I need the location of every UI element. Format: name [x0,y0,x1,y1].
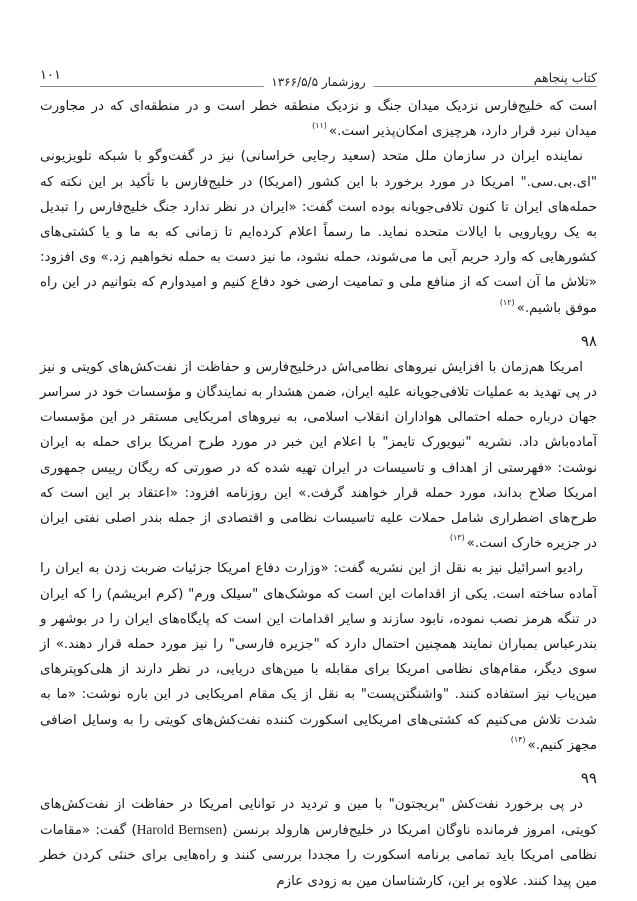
chronicle-date: روزشمار ۱۳۶۶/۵/۵ [263,75,373,89]
footnote-marker[interactable]: (۱۱) [312,121,327,131]
paragraph [40,94,597,144]
paragraph [40,144,597,320]
paragraph [40,792,597,894]
running-header [40,66,597,94]
entry-number: ۹۹ [580,769,597,788]
body-text [40,94,597,894]
paragraph-text: ) گفت: «مقامات نظامی امریکا باید تمامی برنامه اسکورت را مجددا بررسی کنند و راه‌هایی برای خنثی کردن خطر مین پیدا کنند. علاوه بر این، کارشناسان مین به زودی عازم [40,823,597,889]
entry-number: ۹۸ [580,331,597,350]
footnote-marker[interactable]: (۱۳) [449,533,465,543]
book-page [40,66,597,894]
page-number: ۱۰۱ [40,68,61,83]
footnote-marker[interactable]: (۱۲) [499,297,515,307]
book-title: کتاب پنجاهم [533,70,597,85]
paragraph-text: رادیو اسرائیل نیز به نقل از این نشریه گفت: «وزارت دفاع امریکا جزئیات ضربت زدن به ایران را آماده ساخته است. یکی از اقدامات این است که موشک‌های "سیلک ورم" (کرم ابریشم) را که ایران در تنگه هرمز نصب نموده، نابود سازند و سایر اقدامات این است که پایگاه‌های ایران را در بوشهر و بندرعباس بمباران نمایند همچنین احتمال دارد که "جزیره فارسی" را نیز مورد حمله قرار دهند.» از سوی دیگر، مقام‌های نظامی امریکا برای مقابله با مین‌های دریایی، در نظر دارند از هلی‌کوپترهای مین‌یاب نیز استفاده کنند. "واشنگتن‌پست" به نقل از یک مقام امریکایی در این باره نوشت: «ما به شدت تلاش می‌کنیم که کشتی‌های امریکایی اسکورت کننده نفت‌کش‌های کویتی را به وسایل اضافی مجهز کنیم.» [40,561,597,753]
footnote-marker[interactable]: (۱۴) [510,734,526,744]
paragraph [40,556,597,758]
paragraph-text: در پی برخورد نفت‌کش "بریجتون" با مین و تردید در توانایی امریکا در حفاظت از نفت‌کش‌های کویتی، امروز فرمانده ناوگان امریکا در خلیج‌فارس هارولد برنسن ( [40,797,598,839]
paragraph-text: نماینده ایران در سازمان ملل متحد (سعید رجایی خراسانی) نیز در گفت‌وگو با شبکه تلویزیونی "ای.بی.سی." امریکا در مورد برخورد با این کشور (امریکا) در خلیج‌فارس با تأکید بر این نکته که حمله‌های ایران تا کنون تلافی‌جویانه بوده است گفت: «ایران در نظر ندارد جنگ خلیج‌فارس را تبدیل به یک رویارویی با ایالات متحده نماید. ما رسماً اعلام کرده‌ایم تا زمانی که به ما و یا کشتی‌های کشورهایی که وارد حریم آبی ما می‌شوند، حمله نشود، ما نیز دست به حمله نخواهیم زد.» وی افزود: «تلاش ما آن است که از منافع ملی و تمامیت ارضی خود دفاع کنیم و امیدوارم که بتوانیم در این راه موفق باشیم.» [40,149,597,316]
paragraph [40,355,597,557]
latin-name: Harold Bernsen [136,822,223,838]
paragraph-text: است که خلیج‌فارس نزدیک میدان جنگ و نزدیک منطقه خطر است و در منطقه‌ای که در مجاورت میدان نبرد قرار دارد، هرچیزی امکان‌پذیر است.» [40,99,597,140]
paragraph-text: امریکا هم‌زمان با افزایش نیروهای نظامی‌اش درخلیج‌فارس و حفاظت از نفت‌کش‌های کویتی و نیز در پی تهدید به عملیات تلافی‌جویانه علیه ایران، ضمن هشدار به نمایندگان و مؤسسات خود در سراسر جهان درباره حمله احتمالی هواداران انقلاب اسلامی، به نیروهای امریکایی مستقر در این مؤسسات آماده‌باش داد. نشریه "نیویورک تایمز" با اعلام این خبر در مورد طرح امریکا برای حمله به ایران نوشت: «فهرستی از اهداف و تاسیسات در ایران تهیه شده که در صورتی که ریگان رییس جمهوری امریکا صلاح بداند، مورد حمله قرار خواهند گرفت.» این روزنامه افزود: «اعتقاد بر این است که طرح‌های اضطراری شامل حملات علیه تاسیسات نظامی و اقتصادی از جمله بندر اصلی نفتی ایران در جزیره خارک است.» [40,359,597,552]
